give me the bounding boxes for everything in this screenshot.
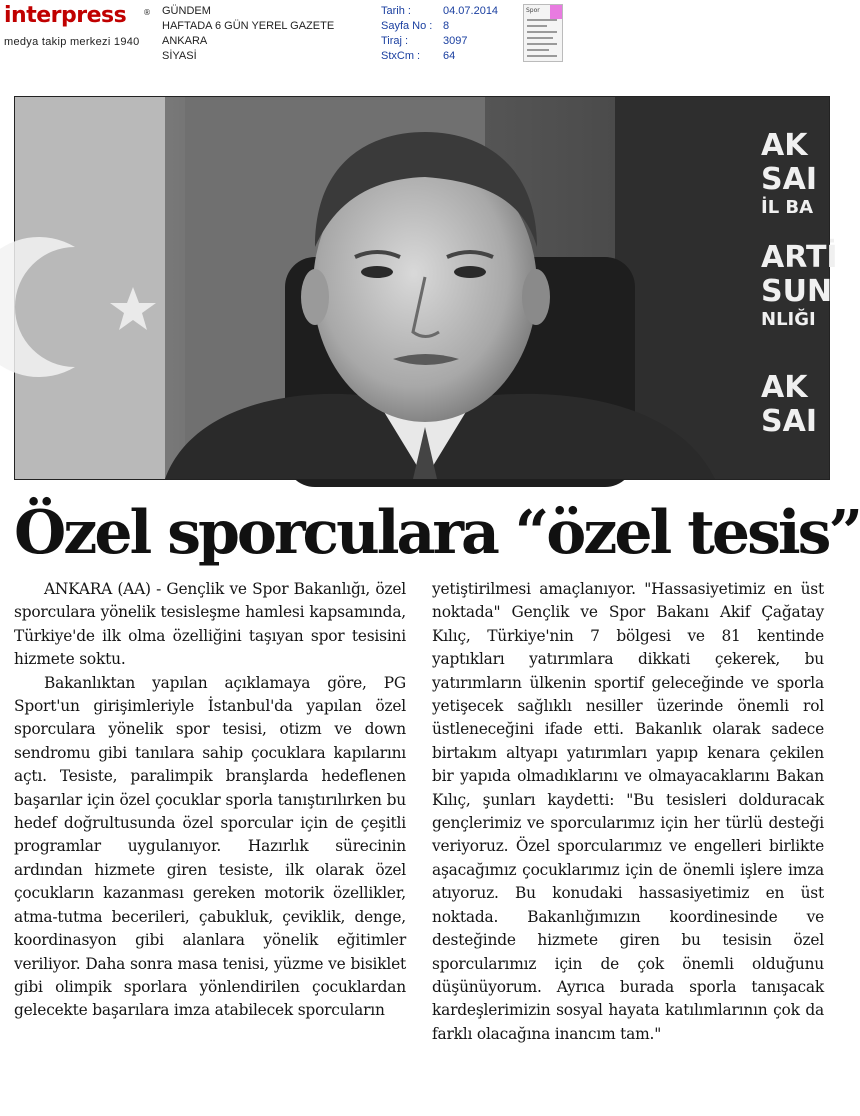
article-paragraph: Bakanlıktan yapılan açıklamaya göre, PG Sport'un girişimleriyle İstanbul'da yapılan özel sporculara yönelik spor tesisi, otizm ve down sendromu gibi tanılara sahip çocuklara kapılarını açtı. Tesiste, paralimpik branşlarda hedeflenen başarılar için özel çocuklar sporla tanıştırılırken bu hedef doğrultusunda özel sporcular için de çeşitli programlar uygulanıyor. Hazırlık sürecinin ardından hizmete giren tesiste, ilk olarak özel çocukların kazanması gereken motorik özellikler, atma-tutma becerileri, çabukluk, çeviklik, denge, koordinasyon gibi alanlara yönelik eğitimler veriliyor. Daha sonra masa tenisi, yüzme ve bisiklet gibi olimpik sporlara yönlendirilen çocuklardan gelecekte başarılara imza atabilecek sporcuların: [14, 673, 406, 1020]
article-photo: [14, 96, 838, 480]
meta-row-stxcm: [381, 49, 498, 64]
meta-key: Tarih :: [381, 5, 411, 17]
article-paragraph: ANKARA (AA) - Gençlik ve Spor Bakanlığı, özel sporculara yönelik tesisleşme hamlesi kapsamında, Türkiye'de ilk olma özelliğini taşıyan spor tesisini hizmete soktu.: [14, 580, 406, 669]
thumbnail-highlight: [550, 5, 562, 19]
thumbnail-line: [527, 55, 557, 57]
meta-value: 3097: [443, 35, 468, 47]
article-headline: Özel sporculara “özel tesis”: [14, 498, 860, 568]
meta-value: 8: [443, 20, 450, 32]
page-thumbnail[interactable]: [523, 4, 563, 62]
banner-text: AK: [761, 370, 808, 405]
meta-key: StxCm :: [381, 50, 421, 62]
registered-mark: ®: [143, 8, 151, 17]
publication-category: GÜNDEM: [162, 5, 211, 17]
meta-row-circulation: [381, 34, 498, 49]
publication-frequency: HAFTADA 6 GÜN YEREL GAZETE: [162, 20, 335, 32]
meta-row-date: [381, 4, 498, 19]
clipping-header: [0, 0, 845, 90]
interpress-logo: [4, 4, 154, 50]
thumbnail-line: [527, 49, 549, 51]
meta-row-page: [381, 19, 498, 34]
publication-section: SİYASİ: [162, 50, 197, 62]
logo-wordmark: interpress: [4, 3, 127, 28]
publication-info: [162, 4, 334, 64]
thumbnail-line: [527, 43, 557, 45]
thumbnail-line: [527, 31, 557, 33]
thumbnail-line: [527, 19, 557, 21]
clipping-meta: [381, 4, 498, 64]
publication-city: ANKARA: [162, 35, 208, 47]
banner-text: NLIĞI: [761, 309, 816, 330]
meta-key: Tiraj :: [381, 35, 409, 47]
banner-text: SAI: [761, 162, 817, 197]
meta-value: 04.07.2014: [443, 5, 499, 17]
thumbnail-line: [527, 25, 547, 27]
thumbnail-title: Spor: [526, 7, 540, 14]
logo-tagline: medya takip merkezi 1940: [4, 36, 140, 48]
portrait-photo-icon: [15, 97, 838, 479]
meta-value: 64: [443, 50, 456, 62]
article-paragraph: yetiştirilmesi amaçlanıyor. "Hassasiyetimiz en üst noktada" Gençlik ve Spor Bakanı Akif Çağatay Kılıç, Türkiye'nin 7 bölgesi ve 81 kentinde yaptıkları yatırımlara dikkati çekerek, bu yatırımların ülkenin sportif geleceğinde ve sporla yetişecek sağlıklı nesiller üzerinde önemli rol üstleneceğini ifade etti. Bakanlık olarak sadece birtakım altyapı yatırımları yapıp kenara çekilen bir yapıda olmadıklarını ve olmayacaklarını Bakan Kılıç, şunları kaydetti: "Bu tesisleri dolduracak gençlerimiz ve sporcularımız için her türlü desteği veriyoruz. Özel sporcularımız ve engelleri birlikte aşacağımız çocuklarımız için de önemli işlere imza atıyoruz. Bu konudaki hassasiyetimiz en üst noktada. Bakanlığımızın koordinesinde ve desteğinde hizmete giren bu tesisin özel sporcularımız için de çok önemli olduğunu düşünüyorum. Ayrıca burada sporla tanışacak kardeşlerimizin sosyal hayata katılımlarının çok da farklı olacağına inancım tam.": [432, 580, 824, 1043]
banner-text: AK: [761, 128, 808, 163]
banner-text: İL BA: [761, 197, 814, 218]
meta-key: Sayfa No :: [381, 20, 433, 32]
thumbnail-line: [527, 37, 553, 39]
banner-text: SAI: [761, 404, 817, 439]
banner-text: SUN: [761, 274, 833, 309]
article-column-right: [432, 578, 824, 1046]
article-column-left: [14, 578, 406, 1023]
banner-text: ARTİ: [761, 240, 838, 275]
